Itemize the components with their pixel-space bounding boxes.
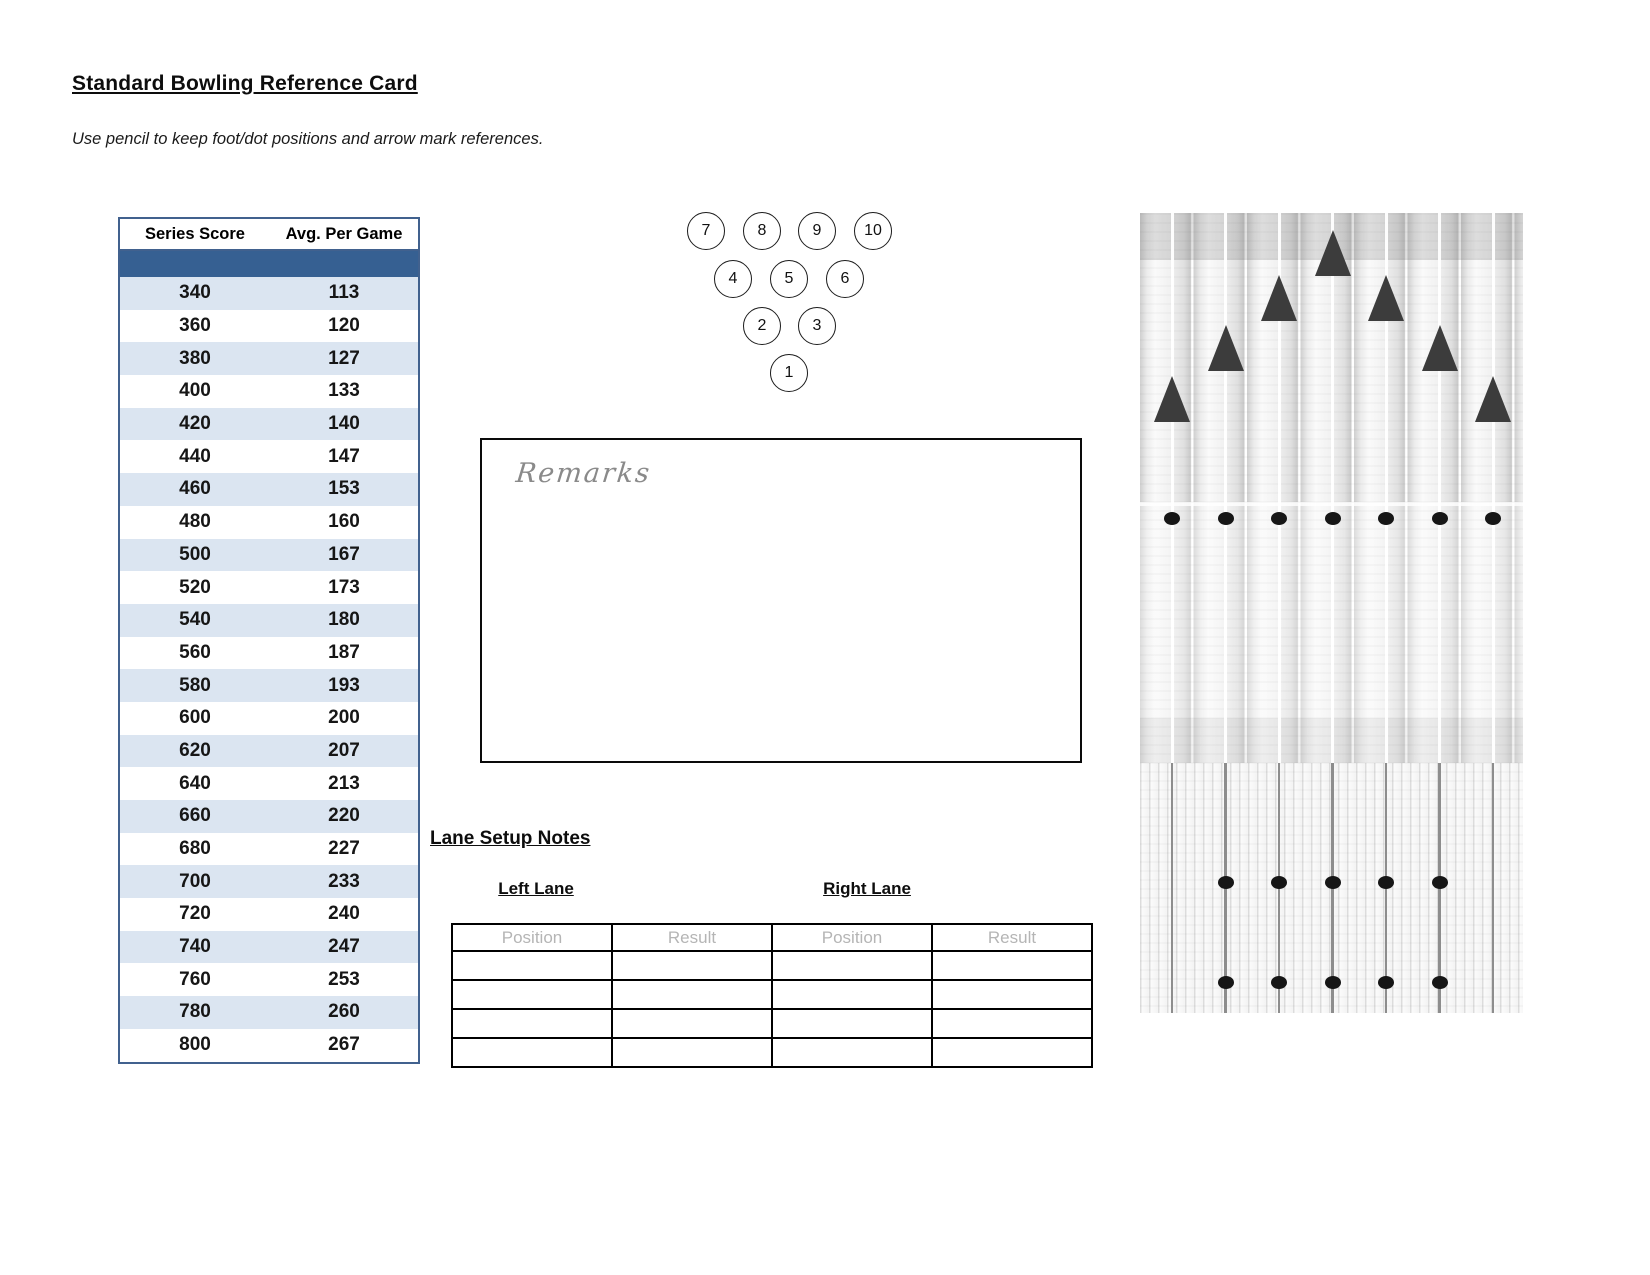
series-score-value: 420 (179, 413, 211, 435)
remarks-box[interactable] (480, 438, 1082, 763)
lane-aiming-arrow (1315, 230, 1351, 276)
pin-circle-9: 9 (798, 212, 836, 250)
lane-guide-dot (1378, 512, 1394, 525)
series-score-value: 480 (179, 511, 211, 533)
pin-circle-2: 2 (743, 307, 781, 345)
avg-per-game-value: 227 (328, 838, 360, 860)
setup-table-empty-cell[interactable] (452, 951, 612, 980)
lane-guide-dot (1432, 512, 1448, 525)
setup-table-empty-cell[interactable] (772, 980, 932, 1009)
pin-circle-6: 6 (826, 260, 864, 298)
score-table-row (120, 865, 418, 898)
approach-dot (1271, 976, 1287, 989)
series-score-value: 360 (179, 315, 211, 337)
avg-per-game-value: 220 (328, 805, 360, 827)
avg-per-game-value: 193 (328, 674, 360, 696)
right-lane-label: Right Lane (823, 879, 911, 898)
setup-table-empty-cell[interactable] (772, 951, 932, 980)
setup-table-empty-cell[interactable] (932, 1038, 1092, 1067)
series-score-value: 760 (179, 968, 211, 990)
setup-table-empty-cell[interactable] (452, 980, 612, 1009)
setup-table-empty-cell[interactable] (612, 1009, 772, 1038)
lane-guide-dot (1164, 512, 1180, 525)
approach-dot (1218, 876, 1234, 889)
lane-aiming-arrow (1261, 275, 1297, 321)
approach-dot (1218, 976, 1234, 989)
avg-per-game-value: 133 (328, 380, 360, 402)
avg-per-game-value: 240 (328, 903, 360, 925)
score-table-row (120, 800, 418, 833)
approach-dot (1325, 876, 1341, 889)
page-title: Standard Bowling Reference Card (72, 72, 418, 95)
score-table-header-avg: Avg. Per Game (285, 224, 403, 243)
avg-per-game-value: 140 (328, 413, 360, 435)
pin-circle-4: 4 (714, 260, 752, 298)
lane-guide-dot (1218, 512, 1234, 525)
setup-table-row (452, 980, 1092, 1009)
lane-guide-dot (1485, 512, 1501, 525)
score-table-row (120, 571, 418, 604)
lane-aiming-arrow (1208, 325, 1244, 371)
setup-table-empty-cell[interactable] (932, 1009, 1092, 1038)
avg-per-game-value: 260 (328, 1001, 360, 1023)
avg-per-game-value: 253 (328, 968, 360, 990)
series-score-value: 500 (179, 543, 211, 565)
lane-aiming-arrow (1368, 275, 1404, 321)
setup-table-empty-cell[interactable] (772, 1009, 932, 1038)
score-table-header-row (120, 219, 418, 251)
lane-board-seam (1171, 213, 1174, 763)
avg-per-game-value: 247 (328, 936, 360, 958)
score-table-row (120, 473, 418, 506)
approach-dot (1378, 876, 1394, 889)
series-score-value: 380 (179, 347, 211, 369)
score-table-row (120, 277, 418, 310)
avg-per-game-value: 167 (328, 543, 360, 565)
setup-table-header-result: Result (612, 924, 772, 951)
left-lane-label: Left Lane (498, 879, 574, 898)
lane-board-seam (1438, 213, 1441, 763)
avg-per-game-value: 267 (328, 1034, 360, 1056)
avg-per-game-value: 173 (328, 576, 360, 598)
avg-per-game-value: 160 (328, 511, 360, 533)
series-score-value: 780 (179, 1001, 211, 1023)
avg-per-game-value: 200 (328, 707, 360, 729)
score-table-row (120, 767, 418, 800)
approach-dot (1432, 976, 1448, 989)
series-score-value: 460 (179, 478, 211, 500)
score-table-row (120, 1029, 418, 1062)
lane-aiming-arrow (1154, 376, 1190, 422)
setup-table-empty-cell[interactable] (452, 1009, 612, 1038)
lane-guide-dot (1271, 512, 1287, 525)
bowling-lane-graphic (1140, 213, 1523, 1013)
setup-table-header-position: Position (452, 924, 612, 951)
remarks-label: Remarks (514, 458, 653, 489)
approach-dot (1378, 976, 1394, 989)
series-score-table (118, 217, 420, 1064)
score-table-row (120, 310, 418, 343)
pin-circle-1: 1 (770, 354, 808, 392)
lane-board-seam (1331, 213, 1334, 763)
pin-circle-5: 5 (770, 260, 808, 298)
score-table-row (120, 996, 418, 1029)
setup-table-header-row (452, 924, 1092, 951)
score-table-divider-row (120, 251, 418, 277)
approach-dot (1271, 876, 1287, 889)
avg-per-game-value: 180 (328, 609, 360, 631)
avg-per-game-value: 233 (328, 870, 360, 892)
series-score-value: 720 (179, 903, 211, 925)
lane-setup-heading: Lane Setup Notes (430, 828, 591, 849)
series-score-value: 540 (179, 609, 211, 631)
pin-circle-3: 3 (798, 307, 836, 345)
series-score-value: 680 (179, 838, 211, 860)
pin-circle-10: 10 (854, 212, 892, 250)
setup-table-empty-cell[interactable] (772, 1038, 932, 1067)
score-table-row (120, 506, 418, 539)
setup-table-row (452, 951, 1092, 980)
page-subtitle: Use pencil to keep foot/dot positions and arrow mark references. (72, 130, 544, 148)
lane-approach-board-line (1492, 763, 1495, 1013)
score-table-row (120, 963, 418, 996)
setup-table-row (452, 1009, 1092, 1038)
pin-circle-7: 7 (687, 212, 725, 250)
avg-per-game-value: 127 (328, 347, 360, 369)
setup-table-empty-cell[interactable] (612, 980, 772, 1009)
series-score-value: 560 (179, 641, 211, 663)
score-table-row (120, 637, 418, 670)
score-table-row (120, 931, 418, 964)
setup-table-header-position: Position (772, 924, 932, 951)
score-table-row (120, 539, 418, 572)
avg-per-game-value: 147 (328, 445, 360, 467)
lane-board-seam (1492, 213, 1495, 763)
avg-per-game-value: 113 (328, 282, 360, 304)
score-table-row (120, 604, 418, 637)
approach-dot (1325, 976, 1341, 989)
score-table-row (120, 440, 418, 473)
avg-per-game-value: 187 (328, 641, 360, 663)
series-score-value: 580 (179, 674, 211, 696)
approach-dot (1432, 876, 1448, 889)
score-table-row (120, 735, 418, 768)
series-score-value: 620 (179, 739, 211, 761)
score-table-row (120, 375, 418, 408)
setup-table-empty-cell[interactable] (932, 951, 1092, 980)
avg-per-game-value: 153 (328, 478, 360, 500)
score-table-row (120, 669, 418, 702)
score-table-body (120, 277, 418, 1062)
lane-guide-dot (1325, 512, 1341, 525)
score-table-row (120, 702, 418, 735)
lane-setup-table (451, 923, 1093, 1068)
series-score-value: 700 (179, 870, 211, 892)
series-score-value: 520 (179, 576, 211, 598)
setup-table-empty-cell[interactable] (612, 1038, 772, 1067)
score-table-row (120, 833, 418, 866)
avg-per-game-value: 120 (328, 315, 360, 337)
score-table-row (120, 898, 418, 931)
series-score-value: 600 (179, 707, 211, 729)
score-table-header-series: Series Score (145, 224, 245, 243)
lane-board-seam (1224, 213, 1227, 763)
lane-approach-board-line (1171, 763, 1174, 1013)
pin-circle-8: 8 (743, 212, 781, 250)
lane-aiming-arrow (1422, 325, 1458, 371)
series-score-value: 740 (179, 936, 211, 958)
setup-table-empty-cell[interactable] (932, 980, 1092, 1009)
series-score-value: 640 (179, 772, 211, 794)
score-table-row (120, 408, 418, 441)
setup-table-empty-cell[interactable] (612, 951, 772, 980)
lane-aiming-arrow (1475, 376, 1511, 422)
setup-table-header-result: Result (932, 924, 1092, 951)
setup-table-empty-cell[interactable] (452, 1038, 612, 1067)
avg-per-game-value: 213 (328, 772, 360, 794)
setup-table-row (452, 1038, 1092, 1067)
series-score-value: 400 (179, 380, 211, 402)
series-score-value: 440 (179, 445, 211, 467)
avg-per-game-value: 207 (328, 739, 360, 761)
series-score-value: 800 (179, 1034, 211, 1056)
score-table-row (120, 342, 418, 375)
series-score-value: 340 (179, 282, 211, 304)
series-score-value: 660 (179, 805, 211, 827)
